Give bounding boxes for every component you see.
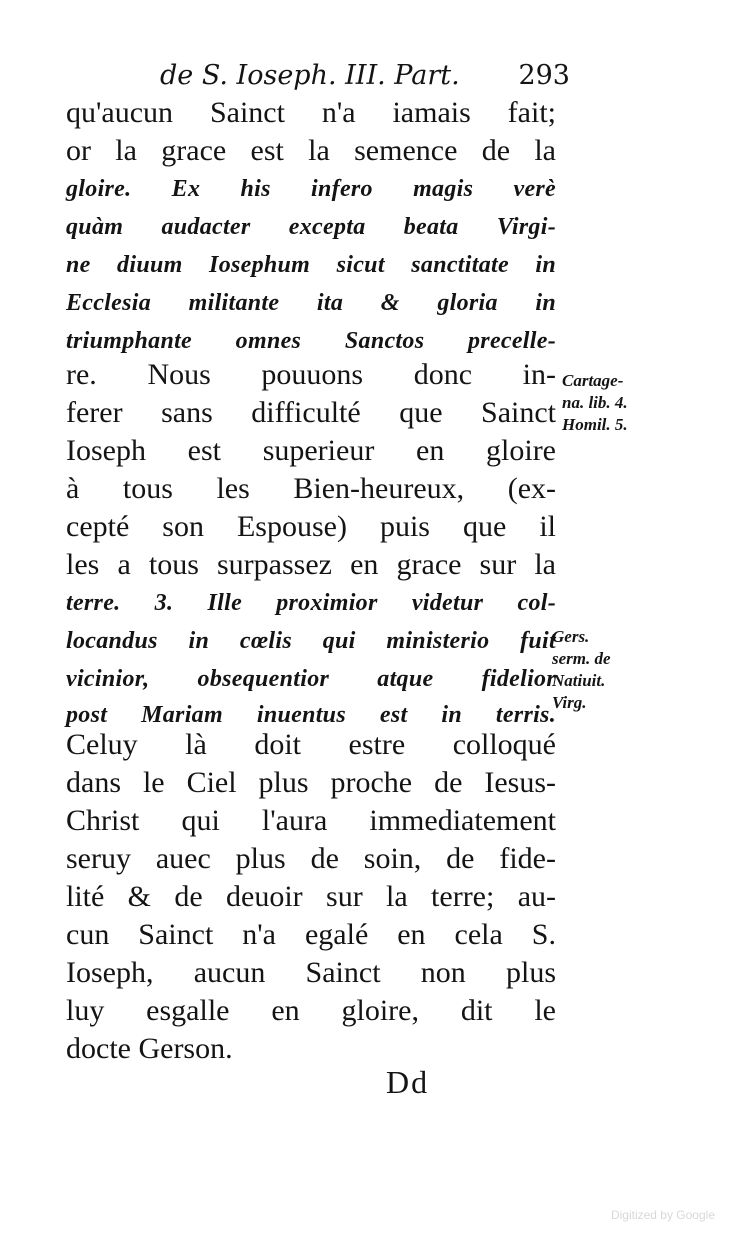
text-line: terre. 3. Ille proximior videtur col- (66, 590, 556, 616)
margin-note-line: na. lib. 4. (562, 393, 628, 412)
running-header (160, 58, 570, 94)
text-line: re. Nous pouuons donc in- (66, 358, 556, 391)
watermark: Digitized by Google (610, 1208, 715, 1222)
page-number: 293 (518, 60, 570, 91)
margin-note-line: Cartage- (562, 371, 624, 390)
text-line: qu'aucun Sainct n'a iamais fait; (66, 96, 556, 129)
text-line: docte Gerson. (66, 1032, 233, 1065)
signature-mark: Dd (386, 1064, 430, 1100)
text-line: les a tous surpassez en grace sur la (66, 548, 556, 581)
text-line: cun Sainct n'a egalé en cela S. (66, 918, 556, 951)
text-line: ne diuum Iosephum sicut sanctitate in (66, 252, 556, 278)
text-line: cepté son Espouse) puis que il (66, 510, 556, 543)
margin-note-line: Gers. (552, 627, 590, 646)
text-line: locandus in cœlis qui ministerio fuit (66, 628, 556, 654)
text-line: Ioseph est superieur en gloire (66, 434, 556, 467)
text-line: post Mariam inuentus est in terris. (66, 702, 556, 728)
text-line: ferer sans difficulté que Sainct (66, 396, 556, 429)
margin-note-cartagena (562, 370, 628, 436)
text-line: gloire. Ex his infero magis verè (66, 176, 556, 202)
margin-note-line: serm. de (552, 649, 611, 668)
running-title: de S. Ioseph. III. Part. (160, 60, 460, 91)
text-line: quàm audacter excepta beata Virgi- (66, 214, 556, 240)
text-line: lité & de deuoir sur la terre; au- (66, 880, 556, 913)
text-line: Ioseph, aucun Sainct non plus (66, 956, 556, 989)
text-line: luy esgalle en gloire, dit le (66, 994, 556, 1027)
text-line: vicinior, obsequentior atque fidelior (66, 666, 556, 692)
text-line: dans le Ciel plus proche de Iesus- (66, 766, 556, 799)
margin-note-line: Natiuit. (552, 671, 606, 690)
text-line: seruy auec plus de soin, de fide- (66, 842, 556, 875)
margin-note-line: Virg. (552, 693, 587, 712)
text-line: Ecclesia militante ita & gloria in (66, 290, 556, 316)
text-line: Christ qui l'aura immediatement (66, 804, 556, 837)
text-line: triumphante omnes Sanctos precelle- (66, 328, 556, 354)
margin-note-line: Homil. 5. (562, 415, 628, 434)
text-line: à tous les Bien-heureux, (ex- (66, 472, 556, 505)
text-line: Celuy là doit estre colloqué (66, 728, 556, 761)
text-line: or la grace est la semence de la (66, 134, 556, 167)
margin-note-gerson (552, 626, 611, 714)
